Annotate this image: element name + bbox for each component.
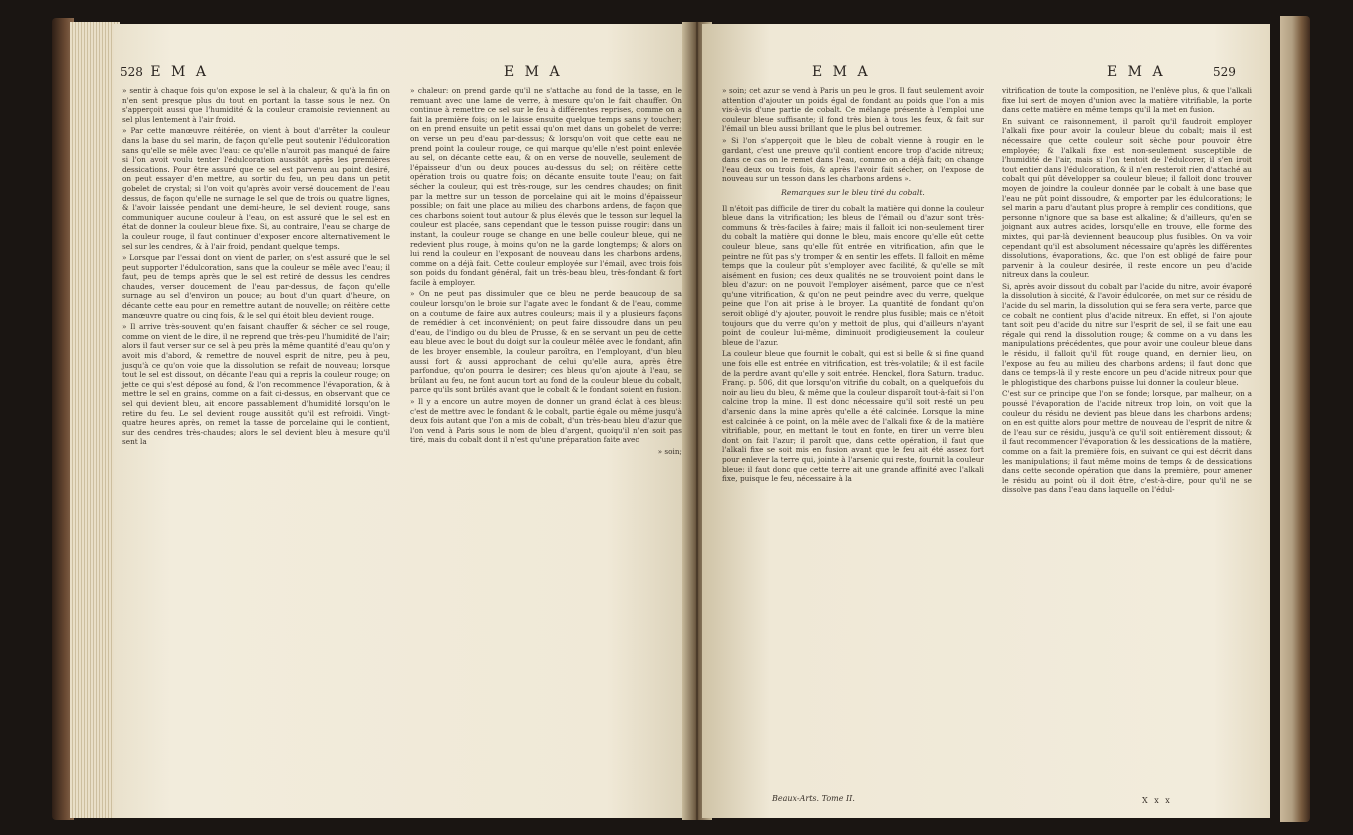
open-book (52, 8, 1310, 830)
paragraph: En suivant ce raisonnement, il paroît qu'il faudroit employer l'alkali fixe pour avoir la couleur bleue du cobalt; mais il est nécessaire que cette couleur soit sèche pour pouvoir être employée; & l'alkali fixe est non-seulement susceptible de l'humidité de l'air, mais si l'on tentoit de l'édulcorer, il s'en iroit tout entier dans l'édulcoration, & il n'en resteroit rien d'attaché au cobalt qui pût développer sa couleur bleue; il falloit donc trouver moyen de joindre la couleur donnée par le cobalt à une base que l'eau ne pût point dissoudre, & emporter par les édulcorations; le sel marin a paru d'autant plus propre à remplir ces conditions, que personne n'ignore que sa base est alkaline; & d'ailleurs, qu'en se joignant aux autres acides, lorsqu'elle en trouve, elle forme des mixtes, qui par-là deviennent beaucoup plus fusibles. On va voir cependant qu'il est absolument nécessaire qu'après les différentes dissolutions, évaporations, &c. que l'on est obligé de faire pour parvenir à la couleur desirée, il reste encore un peu d'acide nitreux dans la couleur. (1002, 116, 1252, 280)
paragraph: » sentir à chaque fois qu'on expose le sel à la chaleur, & qu'à la fin on n'en sent presque plus du tout en portant la tasse sous le nez. On s'apperçoit aussi que l'humidité & la couleur cramoisie reviennent au sel plus lentement à l'air froid. (122, 86, 390, 124)
left-page (114, 24, 694, 818)
paragraph: » Par cette manœuvre réitérée, on vient à bout d'arrêter la couleur dans la base du sel marin, de façon qu'elle peut soutenir l'édulcoration sans qu'elle se mêle avec l'eau: ce qu'elle n'auroit pas manqué de faire si l'on avoit voulu tenter l'édulcoration aussitôt après les premières dessications. Pour être assuré que ce sel est parvenu au point desiré, on peut essayer d'en mettre, au sortir du feu, un peu dans un petit gobelet de crystal; si l'on voit qu'après avoir versé doucement de l'eau dessus, de façon qu'elle ne surnage le sel que de trois ou quatre lignes, & l'avoir laissée pendant une demi-heure, le sel devient rouge, sans communiquer aucune couleur à l'eau, on est assuré que le sel est en état de donner la couleur bleue fixe. Si, au contraire, l'eau se charge de la couleur rouge, il faut continuer d'exposer encore alternativement le sel sur les cendres, & à l'air froid, pendant quelque temps. (122, 126, 390, 251)
left-page-header-left (120, 64, 209, 80)
left-running-head-1: E M A (150, 64, 209, 80)
right-page-header-right (1107, 64, 1236, 80)
paragraph: Il n'étoit pas difficile de tirer du cobalt la matière qui donne la couleur bleue dans la vitrification; les bleus de l'émail ou d'azur sont très-communs & très-faciles à faire; mais il falloit ici non-seulement tirer du cobalt la matière qui donne le bleu, mais encore qu'elle eût cette couleur bleue, sans qu'elle fût entrée en vitrification, afin que le peintre ne fût pas s'y tromper & en sentir les effets. Il falloit en même temps que la couleur pût s'employer avec facilité, & qu'elle se mît aisément en fusion; ces deux qualités ne se trouvoient point dans le bleu d'azur: on ne pouvoit l'employer aisément, parce que ce n'est qu'une vitrification, & qu'on ne peut peindre avec du verre, quelque peine que l'on ait prise à le broyer. La quantité de fondant qu'on seroit obligé d'y ajouter, pouvoit le rendre plus fusible; mais ce n'étoit toujours que du verre qu'on y mettoit de plus, qui d'ailleurs n'ayant point de couleur lui-même, diminuoit prodigieusement la couleur bleue de l'azur. (722, 203, 984, 347)
right-page-column-1 (722, 86, 984, 486)
paragraph: » Si l'on s'apperçoit que le bleu de cobalt vienne à rougir en le gardant, c'est une preuve qu'il contient encore trop d'acide nitreux; dans ce cas on le remet dans l'eau, comme on a déjà fait; on change l'eau deux ou trois fois, & après l'avoir fait sécher, on l'expose de nouveau sur un tesson dans les charbons ardens ». (722, 135, 984, 184)
page-footer: Beaux-Arts. Tome II. (772, 794, 855, 803)
right-page-column-2 (1002, 86, 1252, 497)
left-page-column-2 (410, 86, 682, 459)
paragraph: Si, après avoir dissout du cobalt par l'acide du nitre, avoir évaporé la dissolution à siccité, & l'avoir édulcorée, on met sur ce résidu de l'acide du sel marin, la dissolution qui se fera sera verte, parce que ce cobalt ne contient plus d'acide nitreux. En effet, si l'on ajoute tant soit peu d'acide du nitre sur l'esprit de sel, il se fait une eau régale qui rend la dissolution rouge; & comme on a vu dans les manipulations précédentes, que pour avoir une couleur bleue dans le résidu, il falloit qu'il fût rouge quand, en dernier lieu, on l'expose au feu au milieu des charbons ardens; il faut donc que dans ce temps-là il y reste encore un peu d'acide nitreux pour que le phlogistique des charbons puisse lui donner la couleur bleue. (1002, 281, 1252, 387)
left-running-head-2: E M A (504, 64, 563, 80)
right-cover (1280, 16, 1310, 822)
paragraph: » On ne peut pas dissimuler que ce bleu ne perde beaucoup de sa couleur lorsqu'on le broie sur l'agate avec le fondant & de l'eau, comme on a coutume de faire aux autres couleurs; mais il y a plusieurs façons de remédier à cet inconvénient; on peut faire dissoudre dans un peu d'eau, de l'indigo ou du bleu de Prusse, & en se servant un peu de cette eau bleue avec le bout du doigt sur la couleur mêlée avec le fondant, afin de les broyer ensemble, la couleur paroîtra, en l'employant, d'un bleu aussi fort & aussi approchant de celui qu'elle aura, après être parfondue, qu'on pourra le desirer; ces bleus qu'on ajoute à l'eau, se brûlant au feu, ne font aucun tort au fond de la couleur bleue du cobalt, parce qu'ils sont brûlés avant que le cobalt & le fondant soient en fusion. (410, 289, 682, 395)
paragraph: » chaleur: on prend garde qu'il ne s'attache au fond de la tasse, en le remuant avec une lame de verre, à mesure qu'on le fait chauffer. On continue à remettre ce sel sur le feu à différentes reprises, comme on a fait la première fois; on le laisse ensuite quelque temps sans y toucher; on en prend ensuite un petit essai qu'on met dans un gobelet de verre: on verse un peu d'eau par-dessus; & lorsqu'on voit que cette eau ne prend point la couleur rouge, ce qui marque qu'elle n'est point enlevée au sel, on décante cette eau, & on en verse de nouvelle, seulement de l'épaisseur d'un ou deux pouces au-dessus du sel; on réitère cette opération trois ou quatre fois; on décante ensuite toute l'eau; on fait sécher la couleur, qui est très-rouge, sur les cendres chaudes; on finit par la mettre sur un tesson de porcelaine qui ait le moins d'épaisseur possible; on fait une place au milieu des charbons ardens, de façon que ces charbons soient tout autour & plus élevés que le tesson sur lequel la couleur est placée, sans cependant que le tesson puisse rougir: dans un instant, la couleur rouge se change en une belle couleur bleue, qui ne redevient plus rouge, à moins qu'on ne la garde longtemps; & alors on lui rend la couleur en l'exposant de nouveau dans les charbons ardens, comme on a déjà fait. Cette couleur employée sur l'émail, avec trois fois son poids du fondant général, fait un très-beau bleu, très-fondant & fort facile à employer. (410, 86, 682, 287)
right-page-number: 529 (1213, 65, 1236, 79)
paragraph: » soin; cet azur se vend à Paris un peu le gros. Il faut seulement avoir attention d'ajouter un poids égal de fondant au poids que l'on a mis vis-à-vis d'une partie de cobalt. Ce mélange présente à l'emploi une couleur bleue suffisante; il fond très bien à tous les feux, & fait sur l'émail un bleu aussi brillant que le plus bel outremer. (722, 86, 984, 134)
catchword: » soin; (657, 446, 682, 456)
right-running-head-2: E M A (1107, 64, 1166, 80)
paragraph: La couleur bleue que fournit le cobalt, qui est si belle & si fine quand une fois elle est entrée en vitrification, est très-volatile; & il est facile de la perdre avant qu'elle y soit entrée. Henckel, flora Saturn. traduc. Franç. p. 506, dit que lorsqu'on vitrifie du cobalt, on a quelquefois du noir au lieu du bleu, & même que la couleur disparoît tout-à-fait si l'on calcine trop la mine. Il est donc nécessaire qu'il soit resté un peu d'arsenic dans la mine après qu'elle a été calcinée. Lorsque la mine est calcinée à ce point, on la mêle avec de l'alkali fixe & de la matière vitrifiable, pour, en mettant le tout en fonte, en tirer un verre bleu dont on fait l'azur; il paroît que, dans cette opération, il faut que l'alkali fixe se soit mis en fusion avant que le feu ait été assez fort pour enlever la terre qui, jointe à l'arsenic qui reste, fournit la couleur bleue: il faut donc que cette terre ait une grande affinité avec l'alkali fixe, puisque le feu, nécessaire à la (722, 349, 984, 484)
paragraph: » Il y a encore un autre moyen de donner un grand éclat à ces bleus: c'est de mettre avec le fondant & le cobalt, partie égale ou même jusqu'à deux fois autant que l'on a mis de cobalt, d'un très-beau bleu d'azur que l'on vend à Paris sous le nom de bleu d'argent, quoiqu'il n'en soit pas tiré, mais du cobalt dont il n'est qu'une préparation faite avec (410, 397, 682, 445)
left-page-column-1 (122, 86, 390, 449)
right-page (702, 24, 1270, 818)
signature-mark: X x x (1142, 796, 1172, 805)
left-page-number: 528 (120, 65, 143, 79)
paragraph: vitrification de toute la composition, ne l'enlève plus, & que l'alkali fixe lui sert de moyen d'union avec la matière vitrifiable, la porte dans cette matière en même temps qu'il la met en fusion. (1002, 86, 1252, 115)
paragraph: » Il arrive très-souvent qu'en faisant chauffer & sécher ce sel rouge, comme on vient de le dire, il ne reprend que très-peu l'humidité de l'air; alors il faut verser sur ce sel à peu près la même quantité d'eau qu'on y avoit mis d'abord, & remettre de nouvel esprit de nitre, peu à peu, jusqu'à ce qu'on voie que la dissolution se refait de nouveau; lorsque tout le sel est dissout, on décante l'eau qui a repris la couleur rouge; on jette ce qui s'est déposé au fond, & l'on recommence l'évaporation, & à mettre le sel en grains, comme on a fait ci-dessus, en observant que ce sel qui devient bleu, ait encore passablement d'humidité lorsqu'on le retire du feu. Le sel devient rouge aussitôt qu'il est refroidi. Vingt-quatre heures après, on remet la tasse de porcelaine qui le contient, sur des cendres très-chaudes; alors le sel devient bleu à mesure qu'il sent la (122, 322, 390, 447)
left-page-edges (70, 22, 120, 818)
paragraph: » Lorsque par l'essai dont on vient de parler, on s'est assuré que le sel peut supporter l'édulcoration, sans que la couleur se mêle avec l'eau; il faut, peu de temps après que le sel est retiré de dessus les cendres chaudes, verser doucement de l'eau par-dessus, de façon qu'elle surnage au sel d'environ un pouce; au bout d'un quart d'heure, on décante cette eau pour en remettre autant de nouvelle; on réitère cette manœuvre quatre ou cinq fois, & le sel qui étoit bleu devient rouge. (122, 253, 390, 320)
paragraph: C'est sur ce principe que l'on se fonde; lorsque, par malheur, on a poussé l'évaporation de l'acide nitreux trop loin, on voit que la couleur du résidu ne devient pas bleue dans les charbons ardens; on en est quitte alors pour mettre de nouveau de l'esprit de nitre & de l'eau sur ce résidu, jusqu'à ce qu'il soit entièrement dissout; & il faut recommencer l'évaporation & les dessications de la matière, comme on a fait la première fois, en suivant ce qui est décrit dans les manipulations; il faut même moins de temps & de dessications dans cette seconde opération que dans la première, pour amener le résidu au point où il doit être, c'est-à-dire, pour qu'il ne se dissolve pas dans l'eau dans laquelle on l'édul- (1002, 389, 1252, 495)
right-running-head-1: E M A (812, 64, 871, 80)
section-title: Remarques sur le bleu tiré du cobalt. (781, 187, 925, 197)
